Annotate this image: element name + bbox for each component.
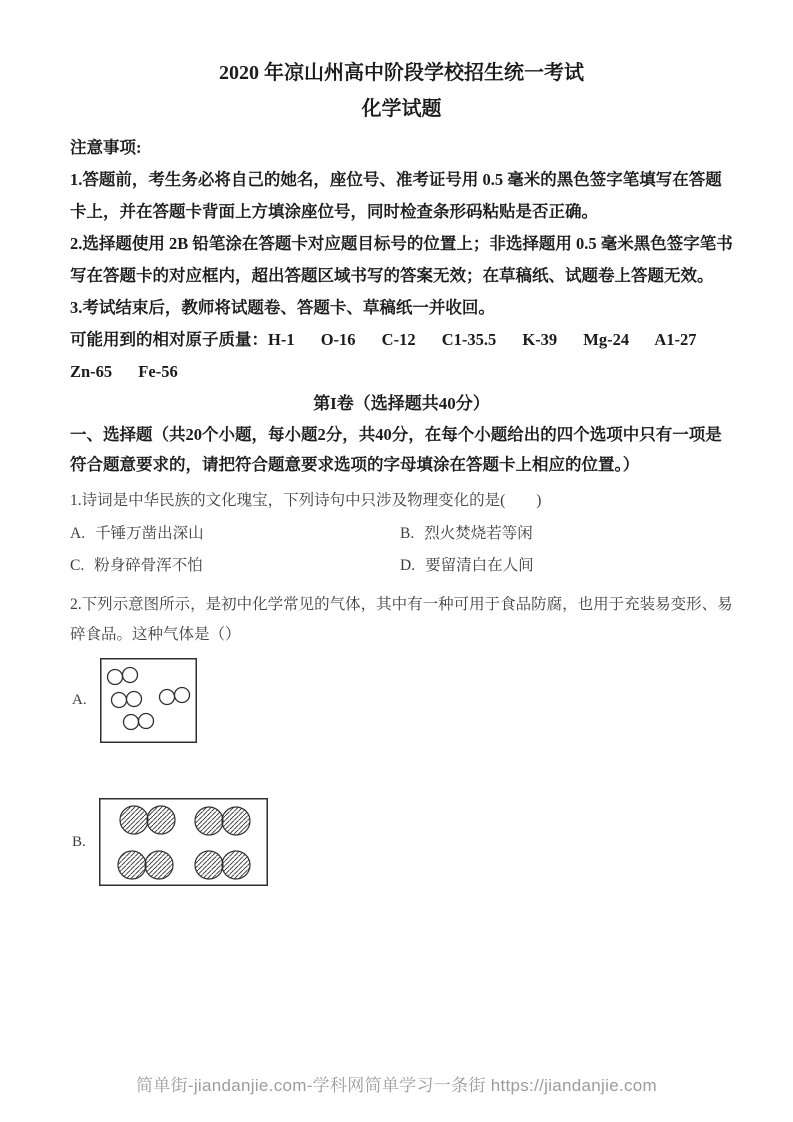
notice-item-3: 3.考试结束后，教师将试题卷、答题卡、草稿纸一并收回。 <box>70 298 495 317</box>
option-d-label: D. <box>400 557 416 574</box>
diagram-a-label: A. <box>72 692 87 708</box>
diagram-row-a <box>70 658 733 743</box>
option-a <box>70 524 400 544</box>
question-1-stem: 1.诗词是中华民族的文化瑰宝，下列诗句中只涉及物理变化的是( ) <box>70 492 542 509</box>
option-a-label: A. <box>70 525 86 542</box>
section-title: 第I卷（选择题共40分） <box>313 394 490 413</box>
notice-item-2: 2.选择题使用 2B 铅笔涂在答题卡对应题目标号的位置上；非选择题用 0.5 毫米黑色签字笔书写在答题卡的对应框内，超出答题区域书写的答案无效；在草稿纸、试题卷上答题无效。 <box>70 234 733 285</box>
option-b-text: 烈火焚烧若等闲 <box>424 525 533 542</box>
option-c <box>70 556 400 576</box>
notice-item-1: 1.答题前，考生务必将自己的她名，座位号、准考证号用 0.5 毫米的黑色签字笔填写在答题卡上，并在答题卡背面上方填涂座位号，同时检查条形码粘贴是否正确。 <box>70 170 722 221</box>
section-instructions: 一、选择题（共20个小题，每小题2分，共40分，在每个小题给出的四个选项中只有一项是符合题意要求的，请把符合题意要求选项的字母填涂在答题卡上相应的位置。） <box>70 425 722 474</box>
question-1-options <box>70 524 733 576</box>
question-2-stem: 2.下列示意图所示，是初中化学常见的气体，其中有一种可用于食品防腐，也用于充装易变形、易碎食品。这种气体是（） <box>70 596 733 643</box>
atomic-masses-line-2: Zn-65 Fe-56 <box>70 362 178 381</box>
option-c-text: 粉身碎骨浑不怕 <box>94 557 203 574</box>
atomic-masses-line-1: 可能用到的相对原子质量：H-1 O-16 C-12 C1-35.5 K-39 Mg-24 A1-27 <box>70 330 697 349</box>
molecule-diagram-a <box>100 658 197 743</box>
footer-watermark: 简单街-jiandanjie.com-学科网简单学习一条街 https://jiandanjie.com <box>135 1076 658 1095</box>
subject-title: 化学试题 <box>361 98 442 120</box>
option-b <box>400 524 733 544</box>
option-c-label: C. <box>70 557 85 574</box>
notice-heading: 注意事项: <box>70 138 142 157</box>
option-d <box>400 556 733 576</box>
option-d-text: 要留清白在人间 <box>425 557 534 574</box>
molecule-diagram-b <box>99 798 268 886</box>
option-a-text: 千锤万凿出深山 <box>95 525 204 542</box>
question-1 <box>70 486 733 576</box>
exam-title: 2020 年凉山州高中阶段学校招生统一考试 <box>219 62 584 84</box>
diagram-row-b <box>70 798 733 886</box>
question-2 <box>70 590 733 886</box>
diagram-b-label: B. <box>72 833 86 850</box>
option-b-label: B. <box>400 525 415 542</box>
